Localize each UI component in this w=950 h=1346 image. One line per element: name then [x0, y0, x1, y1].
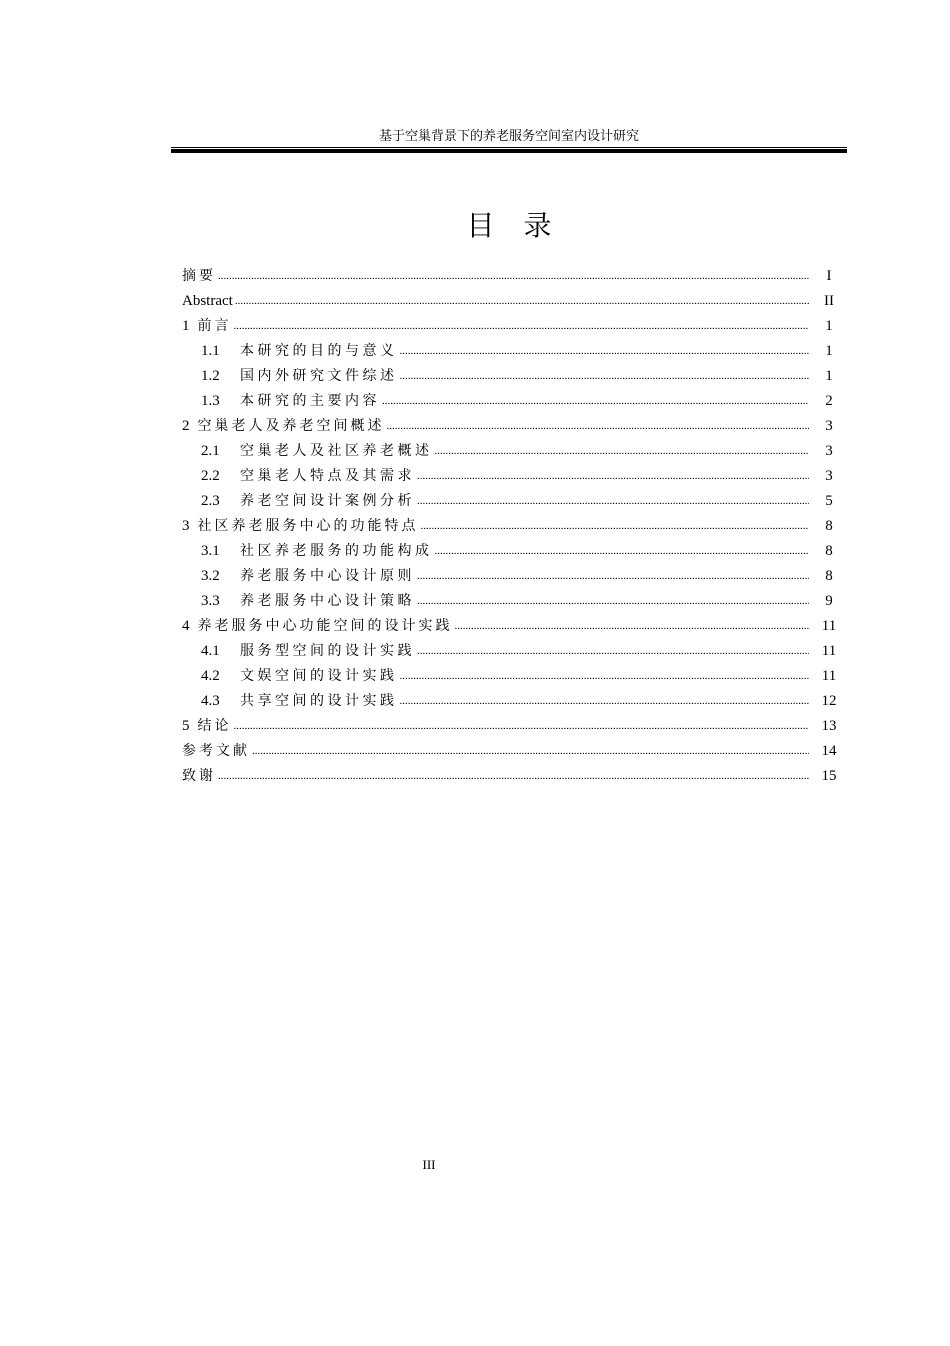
toc-entry-number: 4.2	[201, 668, 220, 684]
toc-entry-page: 8	[825, 518, 833, 534]
toc-entry-page: 11	[821, 618, 837, 634]
toc-dot-leader	[455, 614, 810, 639]
toc-dot-leader	[387, 414, 810, 439]
toc-entry[interactable]	[182, 764, 847, 789]
toc-dot-leader	[417, 489, 809, 514]
toc-dot-leader	[417, 564, 809, 589]
toc-entry[interactable]	[182, 564, 847, 589]
toc-entry-label: 文娱空间的设计实践	[240, 668, 398, 684]
toc-entry-page: 13	[821, 718, 837, 734]
toc-entry[interactable]	[182, 264, 847, 289]
toc-entry-label: Abstract	[182, 293, 233, 309]
toc-entry[interactable]	[182, 289, 847, 314]
toc-entry-number: 3	[182, 518, 190, 534]
toc-entry-number: 4.3	[201, 693, 220, 709]
header-rule-thick	[171, 149, 847, 153]
toc-entry[interactable]	[182, 614, 847, 639]
toc-entry-number: 3.1	[201, 543, 220, 559]
toc-entry-label: 结论	[197, 718, 232, 734]
toc-entry-number: 1.2	[201, 368, 220, 384]
toc-dot-leader	[218, 264, 809, 289]
toc-dot-leader	[435, 539, 810, 564]
toc-dot-leader	[234, 314, 810, 339]
toc-entry-number: 3.3	[201, 593, 220, 609]
toc-entry-number: 2.1	[201, 443, 220, 459]
toc-entry-page: 11	[821, 668, 837, 684]
toc-dot-leader	[417, 464, 809, 489]
toc-entry[interactable]	[182, 739, 847, 764]
toc-title: 目 录	[466, 209, 562, 242]
toc-entry-number: 1.1	[201, 343, 220, 359]
toc-entry-label: 养老空间设计案例分析	[240, 493, 415, 509]
toc-entry-label: 养老服务中心设计策略	[240, 593, 415, 609]
toc-entry[interactable]	[182, 464, 847, 489]
toc-entry-label: 社区养老服务的功能构成	[240, 543, 433, 559]
toc-dot-leader	[234, 714, 810, 739]
toc-entry[interactable]	[182, 314, 847, 339]
toc-entry[interactable]	[182, 714, 847, 739]
toc-dot-leader	[400, 364, 810, 389]
toc-entry-page: 1	[825, 343, 833, 359]
toc-entry-page: 15	[821, 768, 837, 784]
toc-dot-leader	[421, 514, 810, 539]
toc-dot-leader	[218, 764, 809, 789]
toc-entry[interactable]	[182, 489, 847, 514]
toc-entry[interactable]	[182, 339, 847, 364]
toc-entry-page: I	[826, 268, 832, 284]
toc-entry-page: 8	[825, 568, 833, 584]
toc-entry-page: 1	[825, 368, 833, 384]
toc-entry-label: 摘要	[182, 268, 216, 284]
toc-dot-leader	[435, 439, 810, 464]
toc-entry-page: 3	[825, 468, 833, 484]
toc-entry-label: 前言	[197, 318, 232, 334]
toc-entry-number: 5	[182, 718, 190, 734]
header-rule-thin	[171, 147, 847, 148]
toc-entry-number: 1.3	[201, 393, 220, 409]
toc-entry-label: 服务型空间的设计实践	[240, 643, 415, 659]
toc-entry-label: 养老服务中心功能空间的设计实践	[197, 618, 453, 634]
toc-entry-page: 3	[825, 418, 833, 434]
toc-entry[interactable]	[182, 514, 847, 539]
toc-entry-page: 12	[821, 693, 837, 709]
toc-entry-label: 空巢老人及社区养老概述	[240, 443, 433, 459]
toc-entry-page: 11	[821, 643, 837, 659]
toc-entry-page: 9	[825, 593, 833, 609]
running-header-title: 基于空巢背景下的养老服务空间室内设计研究	[378, 129, 639, 144]
toc-entry-label: 共享空间的设计实践	[240, 693, 398, 709]
toc-entry-number: 1	[182, 318, 190, 334]
toc-dot-leader	[400, 339, 810, 364]
toc-dot-leader	[235, 289, 809, 314]
toc-entry-page: 14	[821, 743, 837, 759]
toc-entry-page: 8	[825, 543, 833, 559]
toc-entry-number: 4	[182, 618, 190, 634]
toc-entry-label: 本研究的目的与意义	[240, 343, 398, 359]
toc-entry[interactable]	[182, 689, 847, 714]
toc-entry-page: 1	[825, 318, 833, 334]
toc-dot-leader	[400, 664, 810, 689]
page-number: III	[422, 1157, 436, 1172]
table-of-contents	[182, 264, 847, 789]
toc-entry-label: 空巢老人特点及其需求	[240, 468, 415, 484]
toc-entry-number: 3.2	[201, 568, 220, 584]
toc-entry-page: 2	[825, 393, 833, 409]
toc-entry[interactable]	[182, 389, 847, 414]
toc-entry[interactable]	[182, 539, 847, 564]
toc-entry-label: 本研究的主要内容	[240, 393, 380, 409]
toc-entry[interactable]	[182, 364, 847, 389]
toc-entry-label: 参考文献	[182, 743, 250, 759]
toc-dot-leader	[417, 589, 809, 614]
toc-entry-number: 4.1	[201, 643, 220, 659]
toc-entry[interactable]	[182, 639, 847, 664]
toc-entry-page: 3	[825, 443, 833, 459]
toc-dot-leader	[400, 689, 810, 714]
toc-entry-page: 5	[825, 493, 833, 509]
toc-entry[interactable]	[182, 414, 847, 439]
toc-entry-label: 空巢老人及养老空间概述	[197, 418, 385, 434]
toc-entry-label: 致谢	[182, 768, 216, 784]
toc-entry-number: 2.3	[201, 493, 220, 509]
toc-entry[interactable]	[182, 664, 847, 689]
toc-entry-page: II	[824, 293, 834, 309]
toc-entry-number: 2	[182, 418, 190, 434]
toc-entry-label: 养老服务中心设计原则	[240, 568, 415, 584]
toc-dot-leader	[382, 389, 809, 414]
toc-entry-label: 社区养老服务中心的功能特点	[197, 518, 419, 534]
toc-entry-number: 2.2	[201, 468, 220, 484]
toc-dot-leader	[252, 739, 809, 764]
toc-entry[interactable]	[182, 589, 847, 614]
toc-entry[interactable]	[182, 439, 847, 464]
toc-entry-label: 国内外研究文件综述	[240, 368, 398, 384]
toc-dot-leader	[417, 639, 809, 664]
